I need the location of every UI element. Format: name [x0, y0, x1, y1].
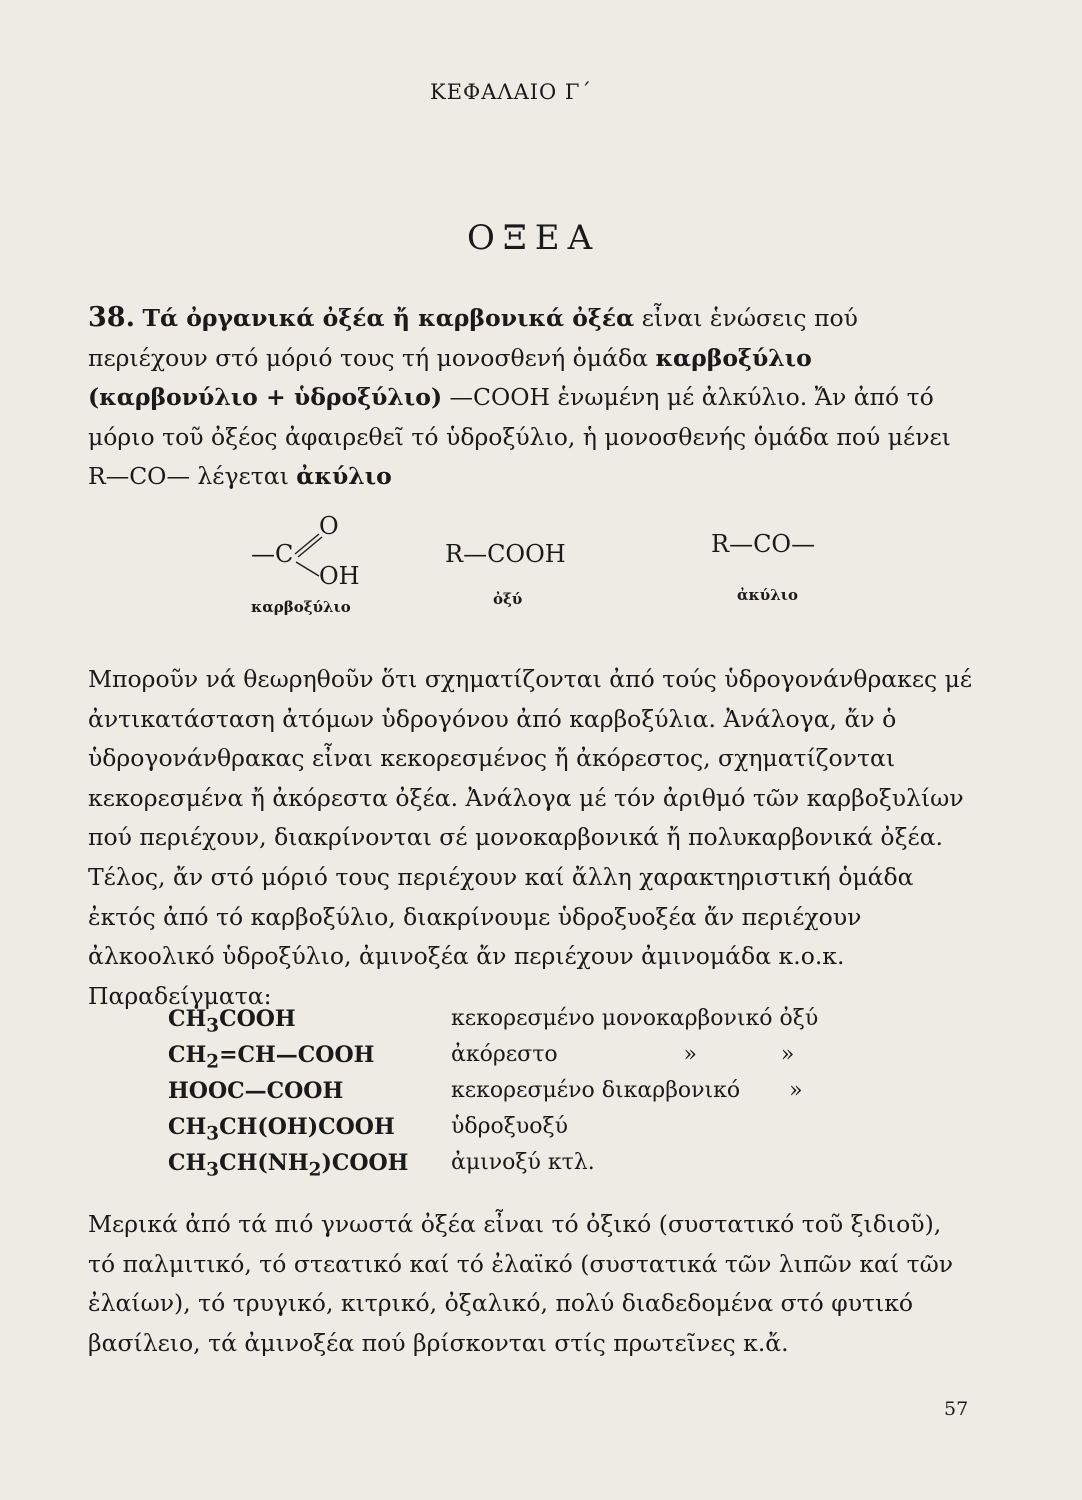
- example-description: ἀμινοξύ κτλ.: [451, 1150, 595, 1175]
- example-row: [168, 1042, 888, 1078]
- acyl-formula: R—CO—: [711, 530, 816, 558]
- classification-paragraph: Μποροῦν νά θεωρηθοῦν ὅτι σχηματίζονται ἀπό τούς ὑδρογονάνθρακες μέ ἀντικατάσταση ἀτόμων ὑδρογόνου ἀπό καρβοξύλια. Ἀνάλογα, ἄν ὁ ὑδρογονάνθρακας εἶναι κεκορεσμένος ἤ ἀκόρεστος, σχηματίζονται κεκορεσμένα ἤ ἀκόρεστα ὀξέα. Ἀνάλογα μέ τόν ἀριθμό τῶν καρβοξυλίων πού περιέχουν, διακρίνονται σέ μονοκαρβονικά ἤ πολυκαρβονικά ὀξέα. Τέλος, ἄν στό μόριό τους περιέχουν καί ἄλλη χαρακτηριστική ὁμάδα ἐκτός ἀπό τό καρβοξύλιο, διακρίνουμε ὑδροξυοξέα ἄν περιέχουν ἀλκοολικό ὑδροξύλιο, ἀμινοξέα ἄν περιέχουν ἀμινομάδα κ.ο.κ. Παραδείγματα:: [88, 665, 973, 1010]
- chapter-header: ΚΕΦΑΛΑΙΟ Γ΄: [430, 80, 592, 104]
- example-description: κεκορεσμένο μονοκαρβονικό ὀξύ: [451, 1006, 819, 1031]
- carboxyl-term: καρβοξύλιο (καρβονύλιο + ὑδροξύλιο): [88, 343, 812, 412]
- double-bond-line-1: [295, 534, 319, 554]
- common-acids-paragraph: Μερικά ἀπό τά πιό γνωστά ὀξέα εἶναι τό ὀξικό (συστατικό τοῦ ξιδιοῦ), τό παλμιτικό, τό στεατικό καί τό ἐλαϊκό (συστατικά τῶν λιπῶν καί τῶν ἐλαίων), τό τρυγικό, κιτρικό, ὀξαλικό, πολύ διαδεδομένα στό φυτικό βασίλειο, τά ἀμινοξέα πού βρίσκονται στίς πρωτεῖνες κ.ἄ.: [88, 1210, 954, 1357]
- example-row: [168, 1114, 888, 1150]
- carboxyl-hydroxyl: OH: [319, 562, 360, 590]
- example-row: [168, 1006, 888, 1042]
- structural-formulas: [245, 512, 845, 620]
- example-formula: $CH_3CH(OH)COOH$: [168, 1114, 395, 1145]
- example-formula: $CH_2=CH—COOH$: [168, 1042, 375, 1073]
- single-bond-line: [296, 562, 319, 576]
- example-row: [168, 1150, 888, 1186]
- example-formula: HOOC—COOH: [168, 1078, 344, 1104]
- example-description: ὑδροξυοξύ: [451, 1114, 569, 1139]
- example-row: [168, 1078, 888, 1114]
- carboxyl-carbon: —C: [251, 540, 294, 568]
- acyl-label: ἀκύλιο: [737, 586, 798, 604]
- example-formula: $CH_3COOH$: [168, 1006, 296, 1037]
- section-number: 38.: [88, 302, 135, 333]
- section-text-b: —COOH ἑνωμένη μέ ἀλκύλιο. Ἄν ἀπό τό μόριο τοῦ ὀξέος ἀφαιρεθεῖ τό ὑδροξύλιο, ἡ μονοσθενής ὁμάδα πού μένει R—CO— λέγεται: [88, 383, 951, 491]
- acyl-term: ἀκύλιο: [296, 462, 392, 491]
- example-formula: $CH_3CH(NH_2)COOH$: [168, 1150, 409, 1181]
- section-text-a: εἶναι ἑνώσεις πού περιέχουν στό μόριό τους τή μονοσθενή ὁμάδα: [88, 304, 858, 372]
- carboxyl-label: καρβοξύλιο: [251, 598, 351, 616]
- page-title: ΟΞΕΑ: [467, 218, 601, 258]
- examples-list: [168, 1006, 888, 1186]
- example-description: κεκορεσμένο δικαρβονικό »: [451, 1078, 803, 1103]
- acid-formula: R—COOH: [445, 540, 566, 568]
- example-description: ἀκόρεστο » »: [451, 1042, 795, 1067]
- carboxyl-oxygen: O: [319, 512, 339, 540]
- page-number: 57: [944, 1398, 969, 1420]
- section-heading: Τά ὀργανικά ὀξέα ἤ καρβονικά ὀξέα: [142, 304, 635, 332]
- section-38-paragraph: [88, 298, 974, 497]
- double-bond-line-2: [298, 537, 322, 557]
- acid-label: ὀξύ: [493, 590, 523, 608]
